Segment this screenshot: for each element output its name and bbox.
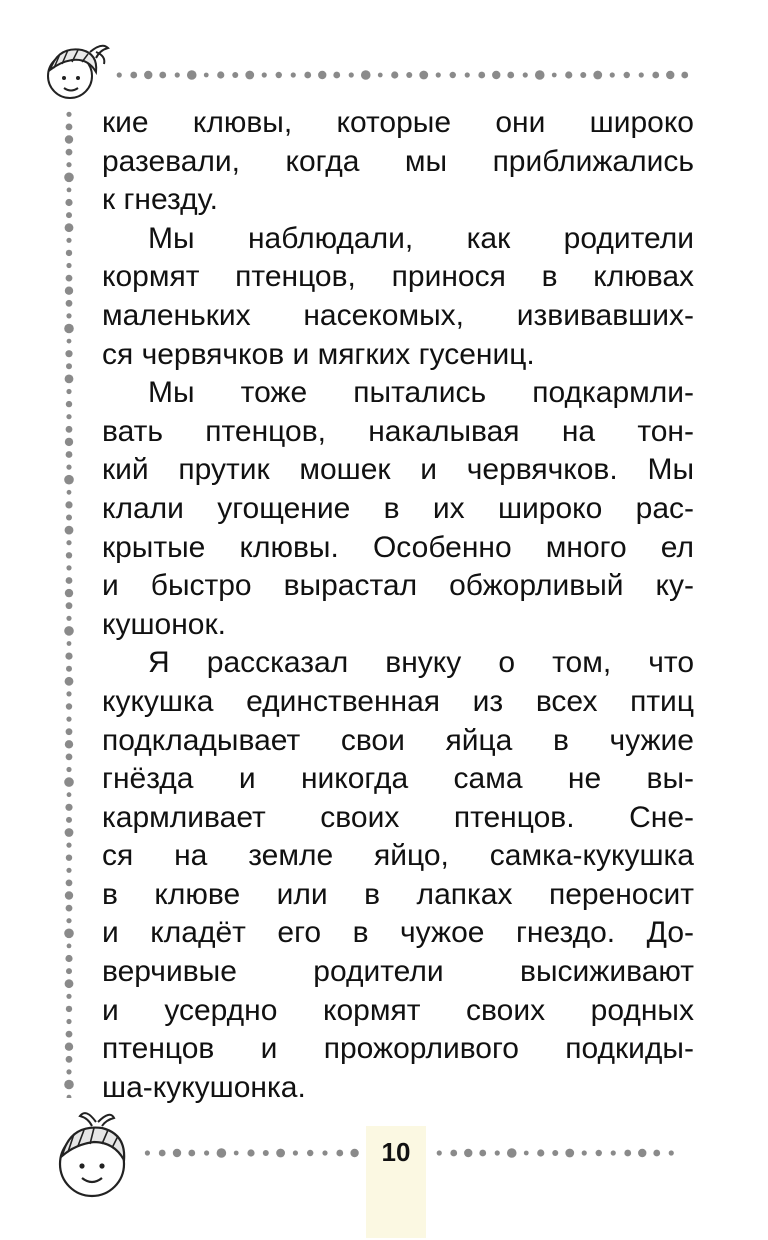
text-line: разевали, когда мы приближались — [102, 144, 694, 178]
text-line: кушонок. — [102, 607, 226, 641]
text-line: Мы наблюдали, как родители — [148, 221, 694, 255]
text-line: к гнезду. — [102, 183, 218, 217]
girl-face-icon — [40, 38, 114, 108]
bottom-dotted-border-right — [432, 1144, 678, 1162]
text-line: и быстро вырастал обжорливый ку- — [102, 569, 694, 603]
text-line: ся на земле яйцо, самка-кукушка — [102, 839, 694, 873]
text-line: и кладёт его в чужое гнездо. До- — [102, 916, 694, 950]
girl-face-icon — [40, 1102, 140, 1202]
text-line: Я рассказал внуку о том, что — [148, 646, 694, 680]
text-line: кие клювы, которые они широко — [102, 106, 694, 139]
page-number: 10 — [381, 1137, 411, 1167]
text-line: вать птенцов, накалывая на тон- — [102, 414, 694, 448]
text-line: ся червячков и мягких гусениц. — [102, 337, 535, 371]
text-line: кий прутик мошек и червячков. Мы — [102, 453, 694, 487]
left-dotted-border — [60, 108, 78, 1098]
text-line: ша-кукушонка. — [102, 1070, 306, 1104]
text-line: в клюве или в лапках переносит — [102, 877, 694, 911]
text-line: маленьких насекомых, извивавших- — [102, 298, 694, 332]
text-line: кармливает своих птенцов. Сне- — [102, 800, 694, 834]
text-line: птенцов и прожорливого подкиды- — [102, 1032, 694, 1066]
text-line: и усердно кормят своих родных — [102, 993, 694, 1027]
text-line: кукушка единственная из всех птиц — [102, 684, 694, 718]
bottom-dotted-border-left — [140, 1144, 362, 1162]
text-line: верчивые родители высиживают — [102, 955, 694, 989]
top-dotted-border — [112, 66, 692, 84]
text-line: клали угощение в их широко рас- — [102, 491, 694, 525]
text-line: гнёзда и никогда сама не вы- — [102, 762, 694, 796]
text-line: кормят птенцов, принося в клювах — [102, 260, 694, 294]
text-line: подкладывает свои яйца в чужие — [102, 723, 694, 757]
text-line: Мы тоже пытались подкармли- — [148, 376, 694, 410]
text-line: крытые клювы. Особенно много ел — [102, 530, 694, 564]
body-text — [102, 104, 694, 1107]
